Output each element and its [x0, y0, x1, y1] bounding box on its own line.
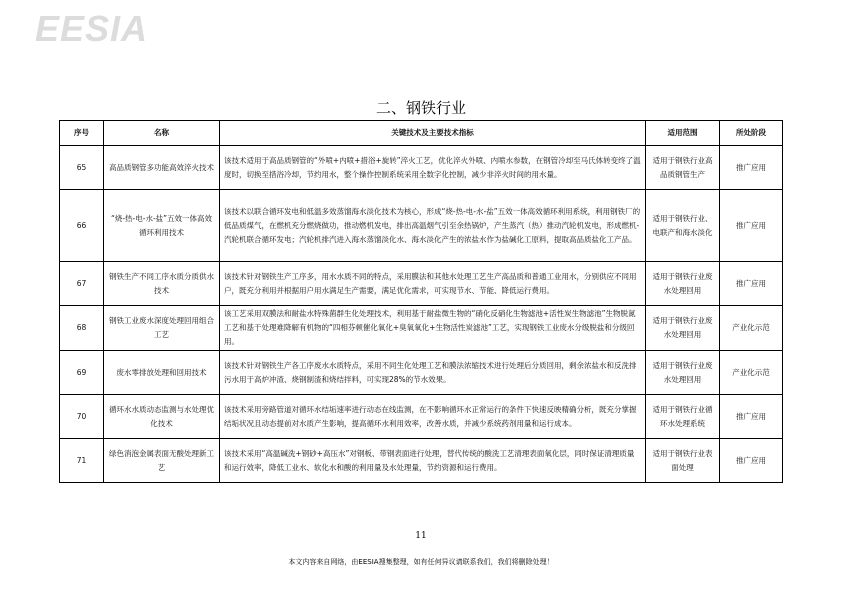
table-row — [60, 190, 783, 262]
table-header-row — [60, 121, 783, 146]
section-title: 二、钢铁行业 — [375, 99, 466, 117]
row-scope: 适用于钢铁行业废水处理回用 — [646, 262, 720, 306]
row-no: 66 — [60, 190, 104, 262]
row-name: 循环水水质动态监测与水处理优化技术 — [104, 395, 220, 439]
header-scope: 适用范围 — [646, 121, 720, 146]
table-row — [60, 306, 783, 351]
row-stage: 推广应用 — [720, 190, 783, 262]
header-name: 名称 — [104, 121, 220, 146]
row-name: “烧-热-电-水-盐”五效一体高效循环利用技术 — [104, 190, 220, 262]
row-scope: 适用于钢铁行业表面处理 — [646, 439, 720, 483]
row-tech: 该技术以联合循环发电和低温多效蒸馏海水淡化技术为核心，形成“烧-热-电-水-盐”五效一体高效循环利用系统，利用钢铁厂的低品质煤气，在燃机充分燃烧做功，推动燃机发电，排出高温烟气引至余热锅炉，产生蒸汽（热）推动汽轮机发电，形成燃机-汽轮机联合循环发电；汽轮机排汽进入海水蒸馏淡化水、海水淡化产生的浓盐水作为盐碱化工原料，提取高品质盐化工产品。 — [220, 190, 646, 262]
table-row — [60, 262, 783, 306]
row-tech: 该技术针对钢铁生产各工序废水水质特点，采用不同生化处理工艺和膜法浓缩技术进行处理后分质回用，剩余浓盐水和反洗排污水用于高炉冲渣、烧钢制渣和烧结拌料，可实现28%的节水效果。 — [220, 351, 646, 395]
row-scope: 适用于钢铁行业、电联产和海水淡化 — [646, 190, 720, 262]
row-tech: 该技术采用“高温碱洗+钢砂+高压水”对钢板、带钢表面进行处理，替代传统的酸洗工艺清理表面氧化层，同时保证清理质量和运行效率，降低工业水、软化水和酸的利用量及水处理量，节约资源和运行费用。 — [220, 439, 646, 483]
table-row — [60, 395, 783, 439]
header-no: 序号 — [60, 121, 104, 146]
header-tech: 关键技术及主要技术指标 — [220, 121, 646, 146]
row-tech: 该工艺采用双膜法和耐盐水特殊菌群生化处理技术，利用基于耐盐微生物的“硝化反硝化生物滤池+活性炭生物滤池”生物脱氮工艺和基于处理难降解有机物的“四相芬顿催化氧化+臭氧氧化+生物活性炭滤池”工艺，实现钢铁工业废水分级脱盐和分级回用。 — [220, 306, 646, 351]
row-stage: 推广应用 — [720, 395, 783, 439]
technology-table — [59, 120, 783, 483]
eesia-logo: EESIA — [35, 8, 149, 49]
row-stage: 推广应用 — [720, 262, 783, 306]
row-no: 69 — [60, 351, 104, 395]
footer-note: 本文内容来自网络，由EESIA搜集整理，如有任何异议请联系我们，我们将删除处理！ — [288, 558, 554, 566]
row-stage: 产业化示范 — [720, 351, 783, 395]
page-number: 11 — [415, 531, 427, 541]
table-row — [60, 439, 783, 483]
row-no: 70 — [60, 395, 104, 439]
row-stage: 推广应用 — [720, 439, 783, 483]
header-stage: 所处阶段 — [720, 121, 783, 146]
row-no: 68 — [60, 306, 104, 351]
row-name: 钢铁工业废水深度处理回用组合工艺 — [104, 306, 220, 351]
row-stage: 产业化示范 — [720, 306, 783, 351]
table-row — [60, 146, 783, 190]
row-scope: 适用于钢铁行业循环水处理系统 — [646, 395, 720, 439]
row-scope: 适用于钢铁行业废水处理回用 — [646, 351, 720, 395]
row-name: 绿色消泡金属表面无酸处理新工艺 — [104, 439, 220, 483]
row-no: 65 — [60, 146, 104, 190]
row-scope: 适用于钢铁行业废水处理回用 — [646, 306, 720, 351]
row-no: 71 — [60, 439, 104, 483]
row-name: 废水零排放处理和回用技术 — [104, 351, 220, 395]
table-row — [60, 351, 783, 395]
row-no: 67 — [60, 262, 104, 306]
row-tech: 该技术适用于高品质钢管的“外喷+内喷+措浴+旋转”淬火工艺，优化淬火外喷、内喷水参数，在钢管冷却至马氏体转变终了温度时，切换至措浴冷却，节约用水，整个操作控制系统采用全数字化控制，减少非淬火时间的用水量。 — [220, 146, 646, 190]
row-tech: 该技术针对钢铁生产工序多，用水水质不同的特点，采用膜法和其他水处理工艺生产高品质和普通工业用水，分别供应不同用户，既充分利用并根据用户用水满足生产需要，满足优化需求，可实现节水、节能、降低运行费用。 — [220, 262, 646, 306]
row-tech: 该技术采用旁路管道对循环水结垢速率进行动态在线监测，在不影响循环水正常运行的条件下快速反映精确分析，既充分掌握结垢状况且动态提前对水质产生影响，提高循环水利用效率，改善水质，并减少系统药剂用量和运行成本。 — [220, 395, 646, 439]
row-name: 钢铁生产不同工序水质分质供水技术 — [104, 262, 220, 306]
row-stage: 推广应用 — [720, 146, 783, 190]
row-scope: 适用于钢铁行业高品质钢管生产 — [646, 146, 720, 190]
row-name: 高品质钢管多功能高效淬火技术 — [104, 146, 220, 190]
